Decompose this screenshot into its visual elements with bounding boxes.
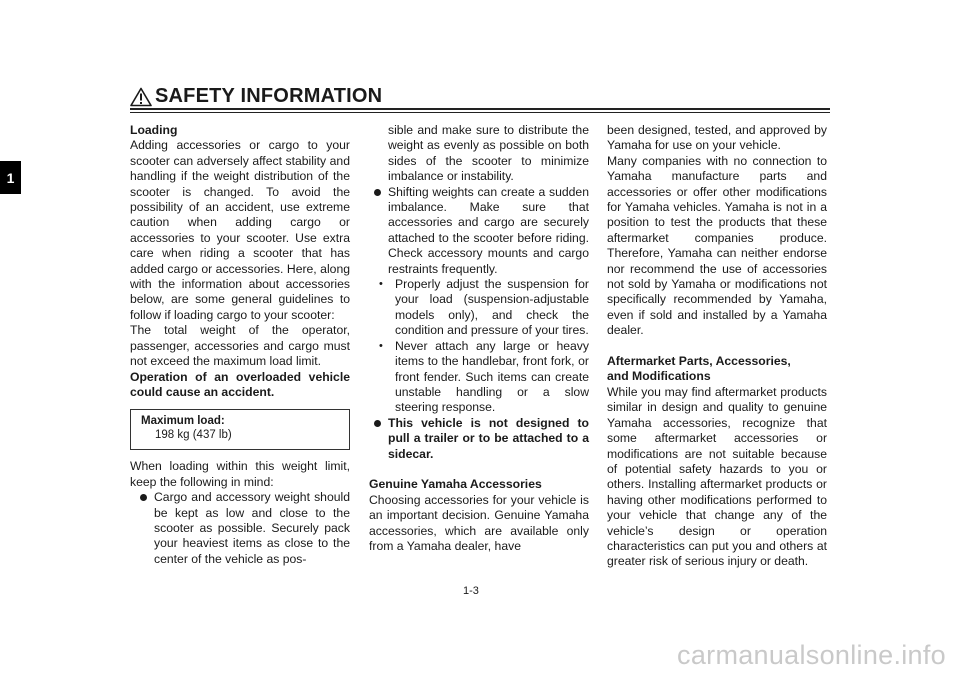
paragraph-continued: sible and make sure to distribute the weight as evenly as possible on both sides of the scooter to minimize imbalance or instability. xyxy=(388,123,589,184)
paragraph: Many companies with no connection to Yamaha manufacture parts and accessories or offer other modifications for Yamaha vehicles. Yamaha is not in a position to test the products that these aftermarket companies produce. Therefore, Yamaha can neither endorse nor recommend the use of accessories not sold by Yamaha or modifications not specifically recommended by Yamaha, even if sold and installed by a Yamaha dealer. xyxy=(607,153,827,338)
paragraph: While you may find aftermarket products similar in design and quality to genuine Yamaha accessories, recognize that some aftermarket accessories or modifications are not suitable because of potential safety hazards to you or others. Installing aftermarket products or having other modifications performed to your vehicle that change any of the vehicle’s design or operation characteristics can put you and others at greater risk of serious injury or death. xyxy=(607,384,827,569)
sub-bullet-item: • Properly adjust the suspension for your load (suspension-adjustable models only), and check the condition and pressure of your tires. xyxy=(376,277,589,339)
paragraph: Adding accessories or cargo to your scooter can adversely affect stability and handling if the weight distribution of the scooter is changed. To avoid the possibility of an accident, use extreme caution when adding cargo or accessories to your scooter. Use extra care when riding a scooter that has added cargo or accessories. Here, along with the information about accessories below, are some general guidelines to follow if loading cargo to your scooter: xyxy=(130,138,350,322)
paragraph-continued: been designed, tested, and approved by Yamaha for use on your vehicle. xyxy=(607,123,827,153)
bullet-item: Shifting weights can create a sudden imbalance. Make sure that accessories and cargo are securely attached to the scooter before riding. Check accessory mounts and cargo restraints frequently. xyxy=(369,185,589,277)
column-1 xyxy=(130,123,350,567)
page-number: 1-3 xyxy=(463,585,479,597)
bullet-item-bold: This vehicle is not designed to pull a trailer or to be attached to a sidecar. xyxy=(369,416,589,462)
max-load-box xyxy=(130,409,350,450)
column-2 xyxy=(369,123,589,554)
max-load-value: 198 kg (437 lb) xyxy=(155,429,232,442)
sub-bullet-item: • Never attach any large or heavy items to the handlebar, front fork, or front fender. Such items can create unstable handling or a slow steering response. xyxy=(376,339,589,416)
column-3 xyxy=(607,123,827,570)
bullet-item: Cargo and accessory weight should be kept as low and close to the scooter as possible. Securely pack your heaviest items as close to the center of the vehicle as pos- xyxy=(135,490,350,567)
paragraph: Choosing accessories for your vehicle is an important decision. Genuine Yamaha accessories, which are available only from a Yamaha dealer, have xyxy=(369,492,589,553)
page-title: SAFETY INFORMATION xyxy=(155,85,383,107)
page-header xyxy=(130,86,830,112)
header-rule xyxy=(130,108,830,110)
header-rule-thin xyxy=(130,112,830,113)
chapter-tab: 1 xyxy=(0,161,21,194)
warning-triangle-icon xyxy=(130,87,152,107)
section-heading-genuine-accessories: Genuine Yamaha Accessories xyxy=(369,477,542,492)
watermark: carmanualsonline.info xyxy=(677,640,946,670)
section-heading-aftermarket: Aftermarket Parts, Accessories, xyxy=(607,354,791,369)
warning-text: Operation of an overloaded vehicle could cause an accident. xyxy=(130,369,350,399)
paragraph: The total weight of the operator, passenger, accessories and cargo must not exceed the maximum load limit. xyxy=(130,323,350,369)
section-heading-aftermarket-2: and Modifications xyxy=(607,369,711,384)
max-load-label: Maximum load: xyxy=(141,415,225,428)
section-heading-loading: Loading xyxy=(130,123,178,137)
paragraph: When loading within this weight limit, keep the following in mind: xyxy=(130,459,350,489)
